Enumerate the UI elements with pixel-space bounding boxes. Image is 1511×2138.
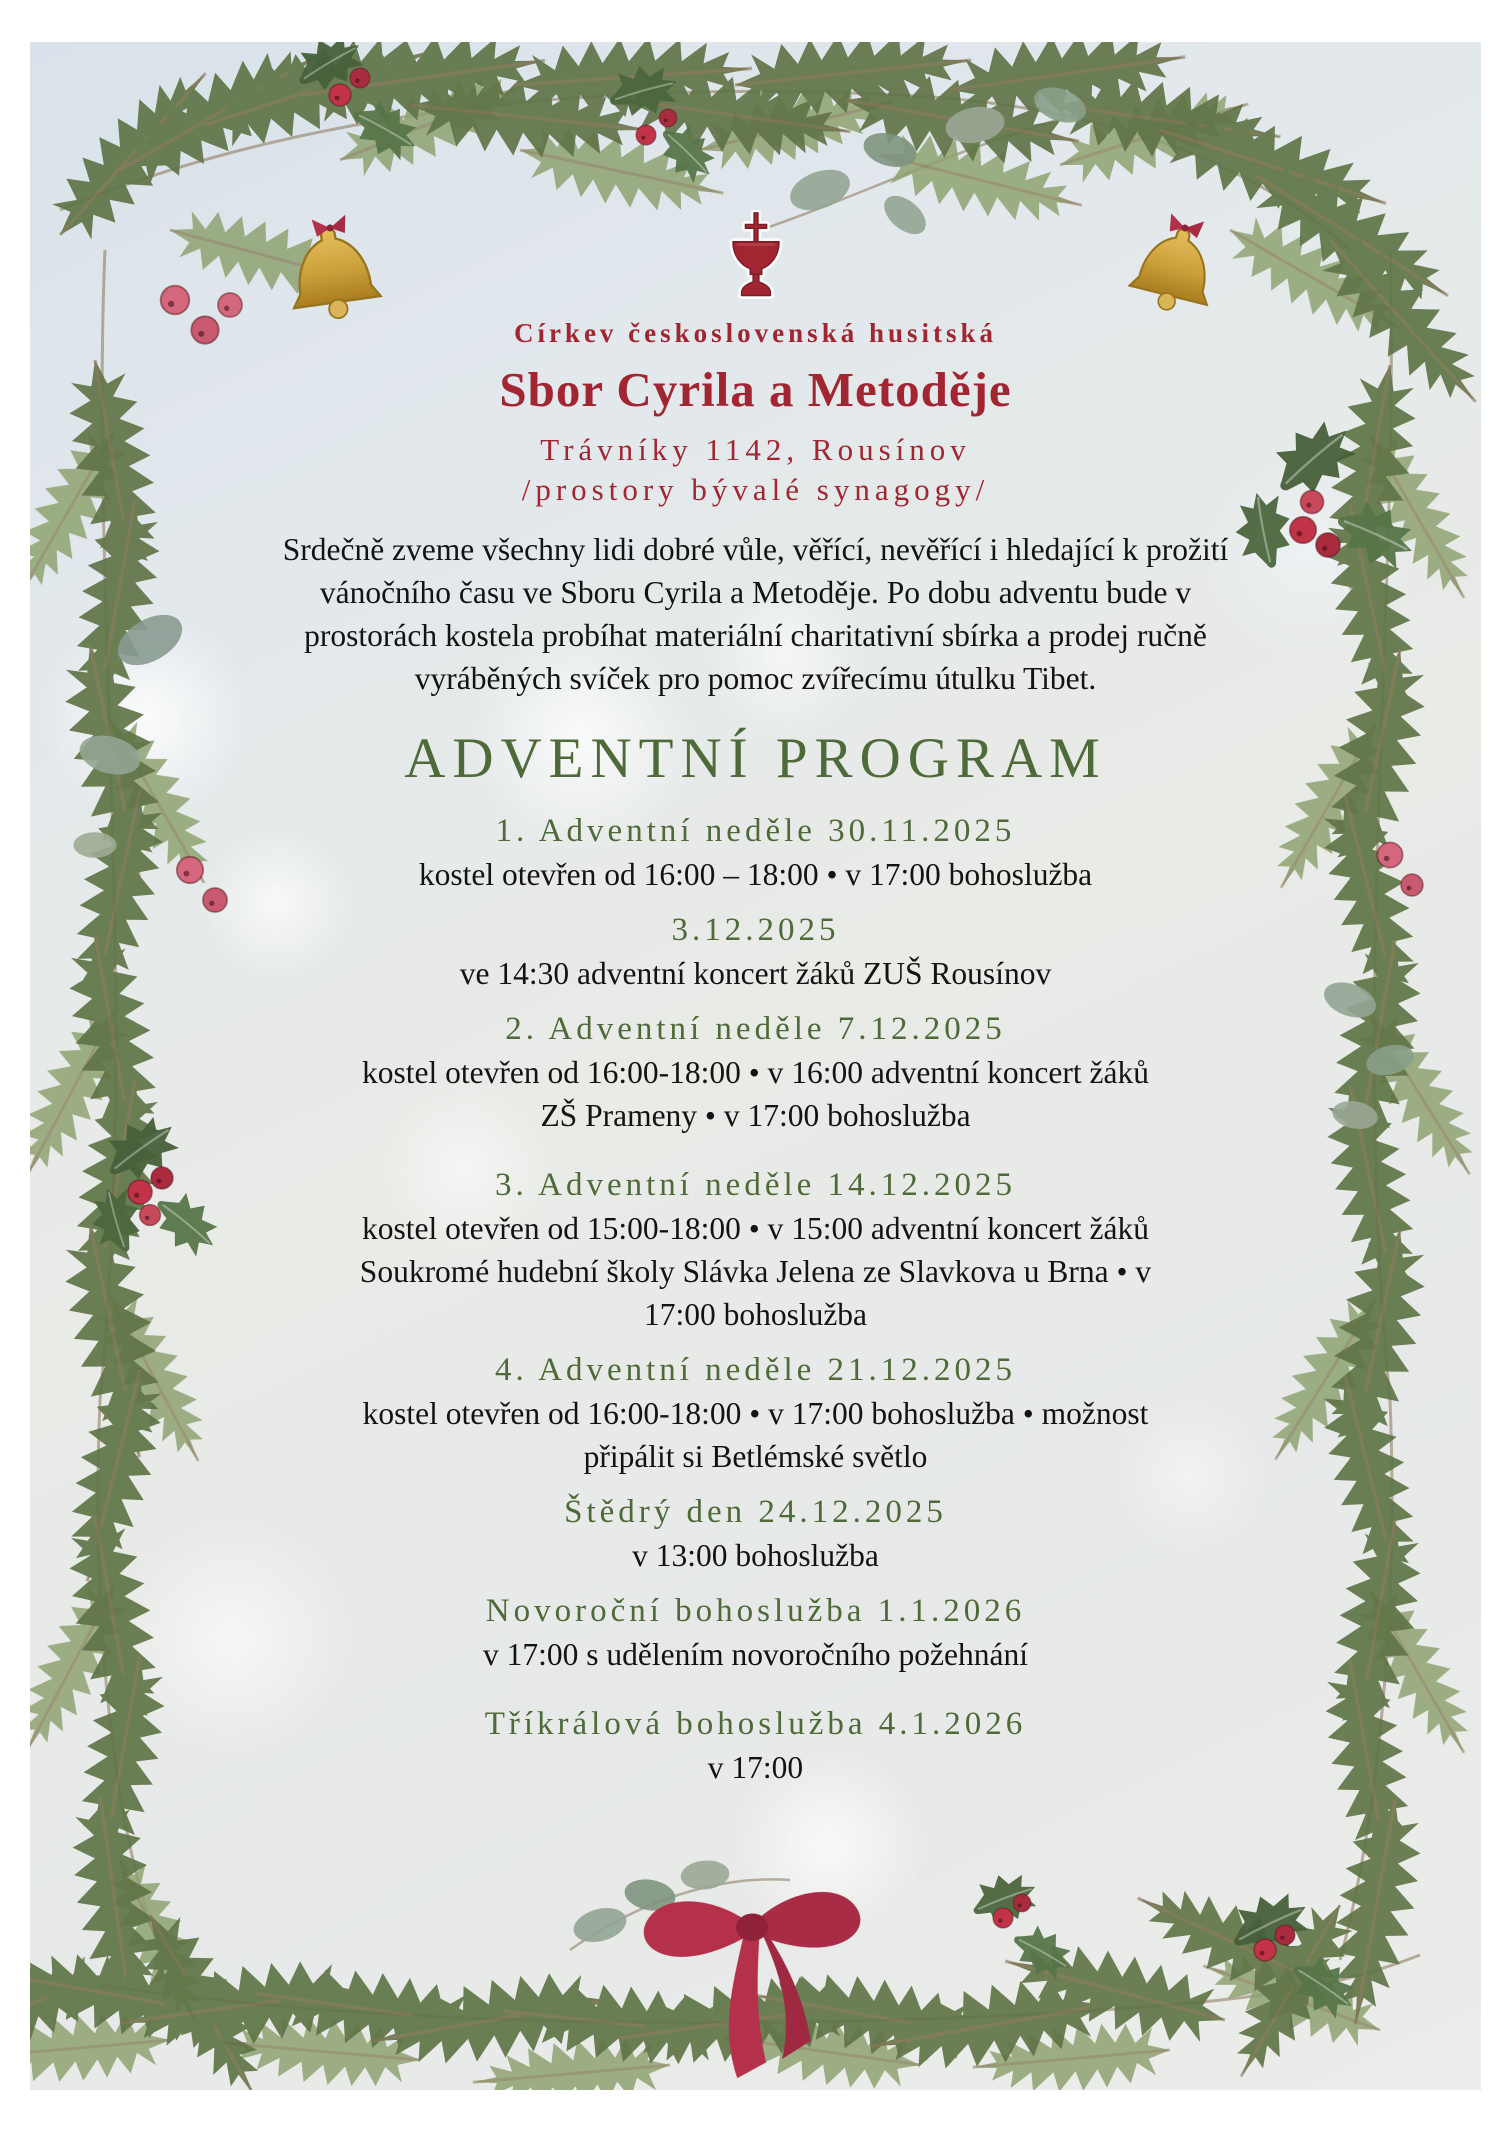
event-title: Tříkrálová bohoslužba 4.1.2026 [484, 1706, 1027, 1742]
congregation-name: Sbor Cyrila a Metoděje [499, 362, 1012, 417]
event-title: 4. Adventní neděle 21.12.2025 [494, 1352, 1017, 1388]
advent-poster [30, 42, 1481, 2090]
event-title: 3.12.2025 [671, 912, 840, 948]
event-detail-line: Soukromé hudební školy Slávka Jelena ze Slavkova u Brna • v [359, 1254, 1152, 1289]
event-detail-line: v 13:00 bohoslužba [632, 1538, 879, 1573]
event-title: Štědrý den 24.12.2025 [564, 1494, 947, 1530]
event-detail-line: v 17:00 [707, 1750, 804, 1785]
address-note: /prostory bývalé synagogy/ [521, 472, 990, 507]
event-detail-line: kostel otevřen od 16:00-18:00 • v 16:00 adventní koncert žáků [362, 1055, 1149, 1090]
poster-content [30, 42, 1481, 1789]
hussite-chalice-icon [725, 210, 787, 310]
event-detail-line: 17:00 bohoslužba [643, 1297, 868, 1332]
event [30, 1163, 1481, 1336]
event-detail-line: ZŠ Prameny • v 17:00 bohoslužba [540, 1098, 971, 1133]
event-detail-line: kostel otevřen od 16:00-18:00 • v 17:00 bohoslužba • možnost [362, 1396, 1149, 1431]
event [30, 1348, 1481, 1478]
event-title: 2. Adventní neděle 7.12.2025 [505, 1011, 1006, 1047]
event-title: 1. Adventní neděle 30.11.2025 [495, 813, 1016, 849]
intro-paragraph: Srdečně zveme všechny lidi dobré vůle, věřící, nevěřící i hledající k prožití vánočního času ve Sboru Cyrila a Metoděje. Po dobu adventu bude v prostorách kostela probíhat materiální charitativní sbírka a prodej ručně vyráběných svíček pro pomoc zvířecímu útulku Tibet. [282, 532, 1229, 696]
event [30, 1490, 1481, 1577]
event-title: Novoroční bohoslužba 1.1.2026 [485, 1593, 1026, 1629]
event [30, 1589, 1481, 1676]
event-title: 3. Adventní neděle 14.12.2025 [494, 1167, 1017, 1203]
event [30, 908, 1481, 995]
address: Trávníky 1142, Rousínov [540, 432, 971, 467]
event-detail-line: kostel otevřen od 16:00 – 18:00 • v 17:00 bohoslužba [418, 857, 1093, 892]
program-title: ADVENTNÍ PROGRAM [404, 727, 1107, 790]
event [30, 809, 1481, 896]
event-detail-line: ve 14:30 adventní koncert žáků ZUŠ Rousínov [459, 956, 1052, 991]
event [30, 1007, 1481, 1137]
church-name: Církev československá husitská [513, 318, 998, 348]
event [30, 1702, 1481, 1789]
program-events [30, 809, 1481, 1789]
event-detail-line: připálit si Betlémské světlo [583, 1439, 928, 1474]
red-bow-icon [642, 1889, 871, 2084]
event-detail-line: kostel otevřen od 15:00-18:00 • v 15:00 adventní koncert žáků [362, 1211, 1149, 1246]
event-detail-line: v 17:00 s udělením novoročního požehnání [482, 1637, 1029, 1672]
